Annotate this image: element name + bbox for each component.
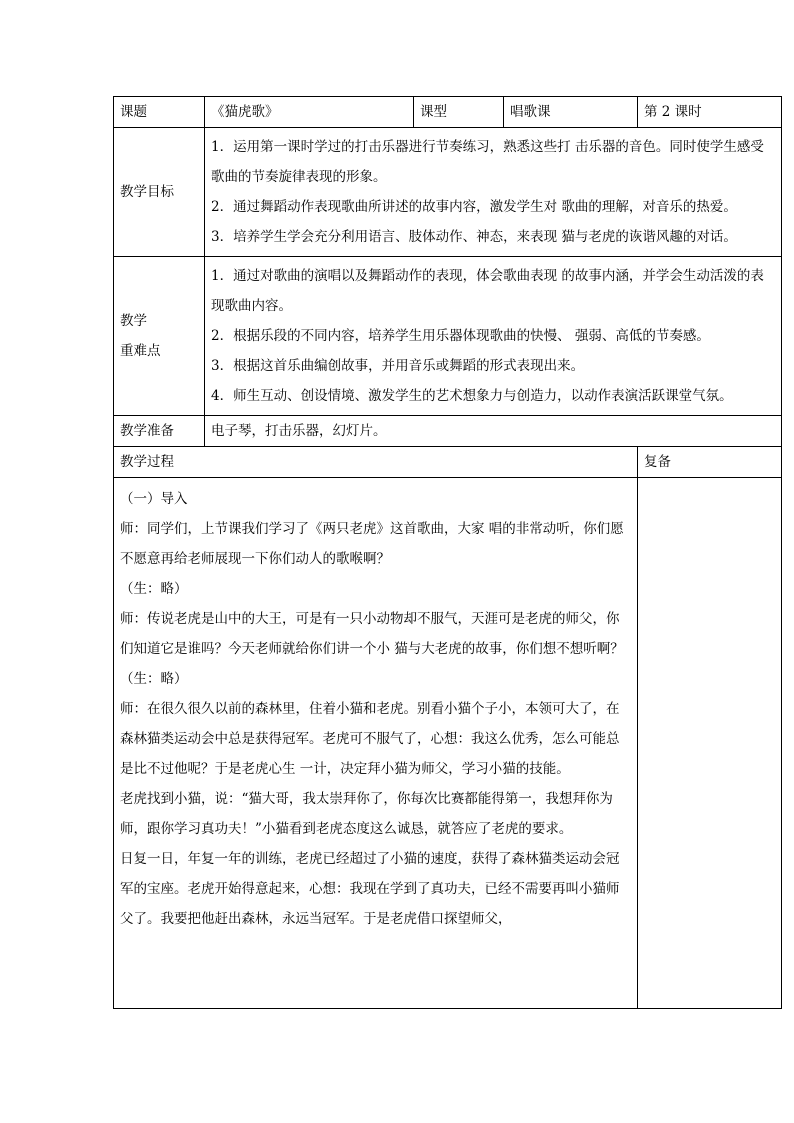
process-paragraph: 日复一日，年复一年的训练，老虎已经超过了小猫的速度，获得了森林猫类运动会冠军的宝座。老虎开始得意起来，心想：我现在学到了真功夫，已经不需要再叫小猫师父了。我要把他赶出森林，永远当冠军。于是老虎借口探望师父， [120, 851, 620, 927]
process-paragraph: 师：同学们，上节课我们学习了《两只老虎》这首歌曲，大家 唱的非常动听，你们愿不愿意再给老师展现一下你们动人的歌喉啊？ [120, 521, 624, 567]
key-points-label-line1: 教学 [120, 313, 147, 329]
course-title: 《猫虎歌》 [205, 97, 414, 128]
key-point-item: 4．师生互动、创设情境、激发学生的艺术想象力与创造力，以动作表演活跃课堂气氛。 [211, 388, 733, 404]
process-paragraph: （生：略） [120, 581, 188, 597]
process-paragraph: 师：传说老虎是山中的大王，可是有一只小动物却不服气，天涯可是老虎的师父，你们知道它是谁吗？今天老师就给你们讲一个小 猫与大老虎的故事，你们想不想听啊？（生：略） [120, 611, 624, 687]
process-paragraph: 老虎找到小猫，说：“猫大哥，我太崇拜你了，你每次比赛都能得第一，我想拜你为师，跟你学习真功夫！”小猫看到老虎态度这么诚恳，就答应了老虎的要求。 [120, 791, 613, 837]
type-label: 课型 [414, 97, 504, 128]
course-label: 课题 [114, 97, 205, 128]
process-header-row [114, 447, 782, 478]
key-points-label [114, 257, 205, 416]
notes-content [638, 478, 782, 1009]
process-content [114, 478, 638, 1009]
key-points-row [114, 257, 782, 416]
key-point-item: 3．根据这首乐曲编创故事，并用音乐或舞蹈的形式表现出来。 [211, 358, 585, 374]
goals-content [205, 128, 782, 257]
process-label: 教学过程 [114, 447, 638, 478]
process-paragraph: （一）导入 [120, 491, 188, 507]
goals-row [114, 128, 782, 257]
preparation-row [114, 416, 782, 447]
process-text-block [120, 484, 631, 1008]
preparation-value: 电子琴，打击乐器，幻灯片。 [205, 416, 782, 447]
key-point-item: 1．通过对歌曲的演唱以及舞蹈动作的表现，体会歌曲表现 的故事内涵，并学会生动活泼的表现歌曲内容。 [211, 268, 764, 314]
goal-item: 3．培养学生学会充分利用语言、肢体动作、神态，来表现 猫与老虎的诙谐风趣的对话。 [211, 229, 737, 245]
goal-item: 2．通过舞蹈动作表现歌曲所讲述的故事内容，激发学生对 歌曲的理解，对音乐的热爱。 [211, 199, 737, 215]
process-body-row [114, 478, 782, 1009]
key-point-item: 2．根据乐段的不同内容，培养学生用乐器体现歌曲的快慢、 强弱、高低的节奏感。 [211, 328, 710, 344]
key-points-content [205, 257, 782, 416]
lesson-plan-sheet [113, 96, 781, 1009]
lesson-plan-table [113, 96, 782, 1009]
process-paragraph: 师：在很久很久以前的森林里，住着小猫和老虎。别看小猫个子小，本领可大了，在森林猫类运动会中总是获得冠军。老虎可不服气了，心想：我这么优秀，怎么可能总是比不过他呢？于是老虎心生 一计，决定拜小猫为师父，学习小猫的技能。 [120, 701, 620, 777]
header-row [114, 97, 782, 128]
goal-item: 1．运用第一课时学过的打击乐器进行节奏练习，熟悉这些打 击乐器的音色。同时使学生感受歌曲的节奏旋律表现的形象。 [211, 139, 764, 185]
key-points-label-line2: 重难点 [120, 343, 161, 359]
period-value: 第 2 课时 [638, 97, 782, 128]
preparation-label: 教学准备 [114, 416, 205, 447]
notes-label: 复备 [638, 447, 782, 478]
type-value: 唱歌课 [504, 97, 638, 128]
goals-label: 教学目标 [114, 128, 205, 257]
